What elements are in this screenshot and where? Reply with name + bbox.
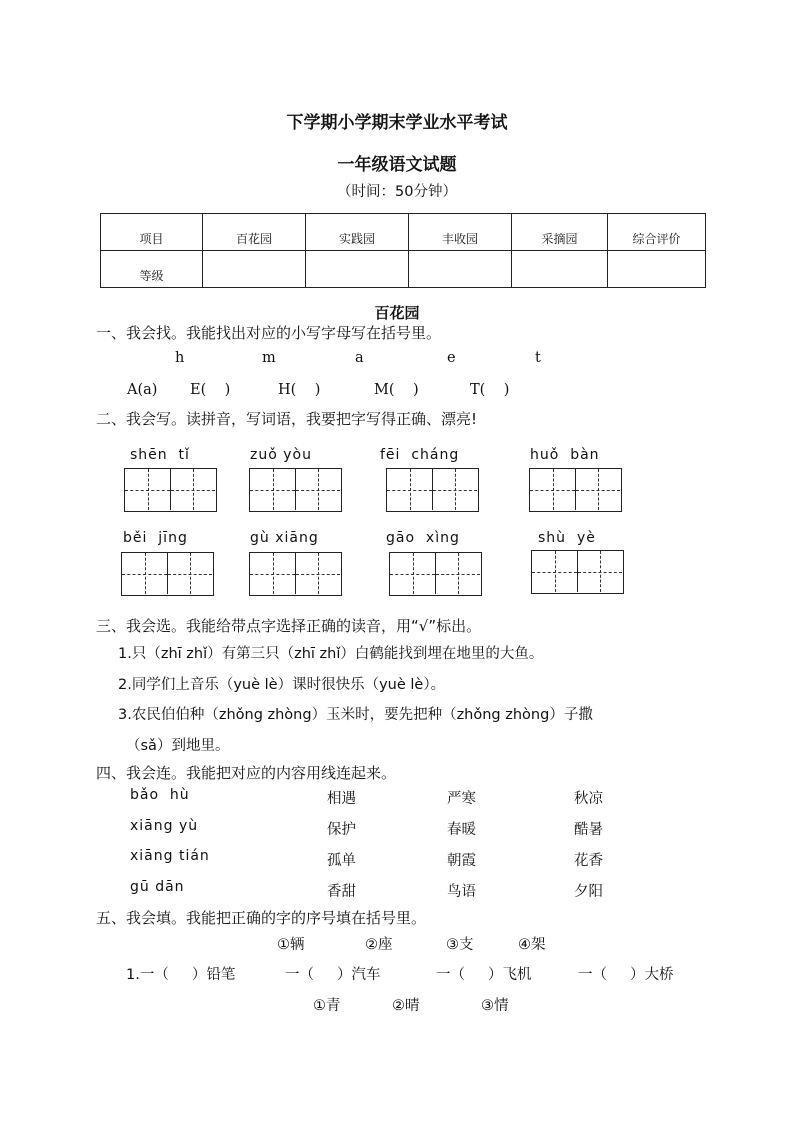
writing-grid[interactable] xyxy=(389,552,482,596)
writing-grid[interactable] xyxy=(531,550,624,594)
grade-table-score-row xyxy=(101,251,706,288)
q4-pinyin: gū dān xyxy=(130,879,185,895)
grade-header-cell: 实践园 xyxy=(306,214,409,251)
grade-header-cell: 项目 xyxy=(101,214,203,251)
grade-header-cell: 百花园 xyxy=(203,214,306,251)
grade-header-cell: 综合评价 xyxy=(608,214,706,251)
q3-item: 2.同学们上音乐（yuè lè）课时很快乐（yuè lè）。 xyxy=(118,677,446,693)
q4-word: 春暖 xyxy=(447,822,476,838)
q1-title: 一、我会找。我能找出对应的小写字母写在括号里。 xyxy=(96,324,442,342)
q3-item: 1.只（zhī zhǐ）有第三只（zhī zhǐ）白鹤能找到埋在地里的大鱼。 xyxy=(118,646,544,662)
exam-subtitle: 一年级语文试题 xyxy=(337,155,457,175)
q1-letter: a xyxy=(355,350,364,366)
q3-item: 3.农民伯伯种（zhǒng zhòng）玉米时，要先把种（zhǒng zhòng）子撒 xyxy=(118,707,593,723)
q4-pinyin: xiāng yù xyxy=(130,818,199,834)
q4-word: 香甜 xyxy=(327,884,356,900)
q4-word: 夕阳 xyxy=(574,884,603,900)
q5-fill-item[interactable]: 一（ ）大桥 xyxy=(578,967,674,983)
q1-letter: t xyxy=(535,350,541,366)
pinyin-label: gāo xìng xyxy=(386,530,460,546)
pinyin-label: zuǒ yòu xyxy=(250,447,312,463)
q1-answer: A(a) xyxy=(127,382,158,398)
q5-option: ②晴 xyxy=(392,998,420,1014)
writing-grid[interactable] xyxy=(386,468,479,512)
q5-fill-item[interactable]: 一（ ）汽车 xyxy=(285,967,381,983)
q4-word: 鸟语 xyxy=(447,884,476,900)
q5-option: ④架 xyxy=(518,937,546,953)
grade-row-label: 等级 xyxy=(101,251,203,288)
writing-grid[interactable] xyxy=(124,468,217,512)
q1-answer-blank[interactable]: M( ) xyxy=(374,382,419,398)
q5-option: ①辆 xyxy=(277,937,305,953)
q4-title: 四、我会连。我能把对应的内容用线连起来。 xyxy=(96,764,397,782)
grade-input-cell[interactable] xyxy=(306,251,409,288)
section-title: 百花园 xyxy=(374,304,420,322)
pinyin-label: shēn tǐ xyxy=(130,447,190,463)
q3-item: （sǎ）到地里。 xyxy=(126,738,230,754)
q4-pinyin: xiāng tián xyxy=(130,848,210,864)
grade-input-cell[interactable] xyxy=(409,251,512,288)
q4-word: 朝霞 xyxy=(447,853,476,869)
q1-answer-blank[interactable]: E( ) xyxy=(190,382,231,398)
grade-input-cell[interactable] xyxy=(512,251,608,288)
q5-option: ③情 xyxy=(481,998,509,1014)
pinyin-label: gù xiāng xyxy=(250,530,319,546)
exam-time: （时间：50分钟） xyxy=(337,184,457,200)
q1-answer-blank[interactable]: H( ) xyxy=(278,382,321,398)
grade-input-cell[interactable] xyxy=(203,251,306,288)
grade-header-cell: 丰收园 xyxy=(409,214,512,251)
writing-grid[interactable] xyxy=(249,468,342,512)
exam-title: 下学期小学期末学业水平考试 xyxy=(286,113,508,133)
q5-option: ②座 xyxy=(365,937,393,953)
q1-letter: m xyxy=(262,350,276,366)
writing-grid[interactable] xyxy=(529,468,622,512)
q3-title: 三、我会选。我能给带点字选择正确的读音，用“√”标出。 xyxy=(96,617,482,635)
q4-word: 保护 xyxy=(327,822,356,838)
q5-option: ③支 xyxy=(446,937,474,953)
q1-answer-blank[interactable]: T( ) xyxy=(470,382,510,398)
q4-word: 孤单 xyxy=(327,853,356,869)
grade-header-cell: 采摘园 xyxy=(512,214,608,251)
q1-letter: h xyxy=(175,350,185,366)
writing-grid[interactable] xyxy=(249,552,342,596)
q4-pinyin: bǎo hù xyxy=(130,787,190,803)
pinyin-label: huǒ bàn xyxy=(530,447,600,463)
q4-word: 花香 xyxy=(574,853,603,869)
pinyin-label: shù yè xyxy=(538,530,596,546)
q4-word: 相遇 xyxy=(327,791,356,807)
grade-table-header-row xyxy=(101,214,706,251)
q4-word: 秋凉 xyxy=(574,791,603,807)
grade-table xyxy=(100,213,706,288)
q4-word: 严寒 xyxy=(447,791,476,807)
writing-grid[interactable] xyxy=(121,552,214,596)
q5-fill-item[interactable]: 1.一（ ）铅笔 xyxy=(126,967,236,983)
q5-fill-item[interactable]: 一（ ）飞机 xyxy=(436,967,532,983)
pinyin-label: fēi cháng xyxy=(380,447,460,463)
q5-title: 五、我会填。我能把正确的字的序号填在括号里。 xyxy=(96,909,427,927)
grade-input-cell[interactable] xyxy=(608,251,706,288)
pinyin-label: běi jīng xyxy=(123,530,188,546)
q2-title: 二、我会写。读拼音，写词语，我要把字写得正确、漂亮! xyxy=(96,410,478,428)
q5-option: ①青 xyxy=(313,998,341,1014)
q4-word: 酷暑 xyxy=(574,822,603,838)
q1-letter: e xyxy=(447,350,456,366)
